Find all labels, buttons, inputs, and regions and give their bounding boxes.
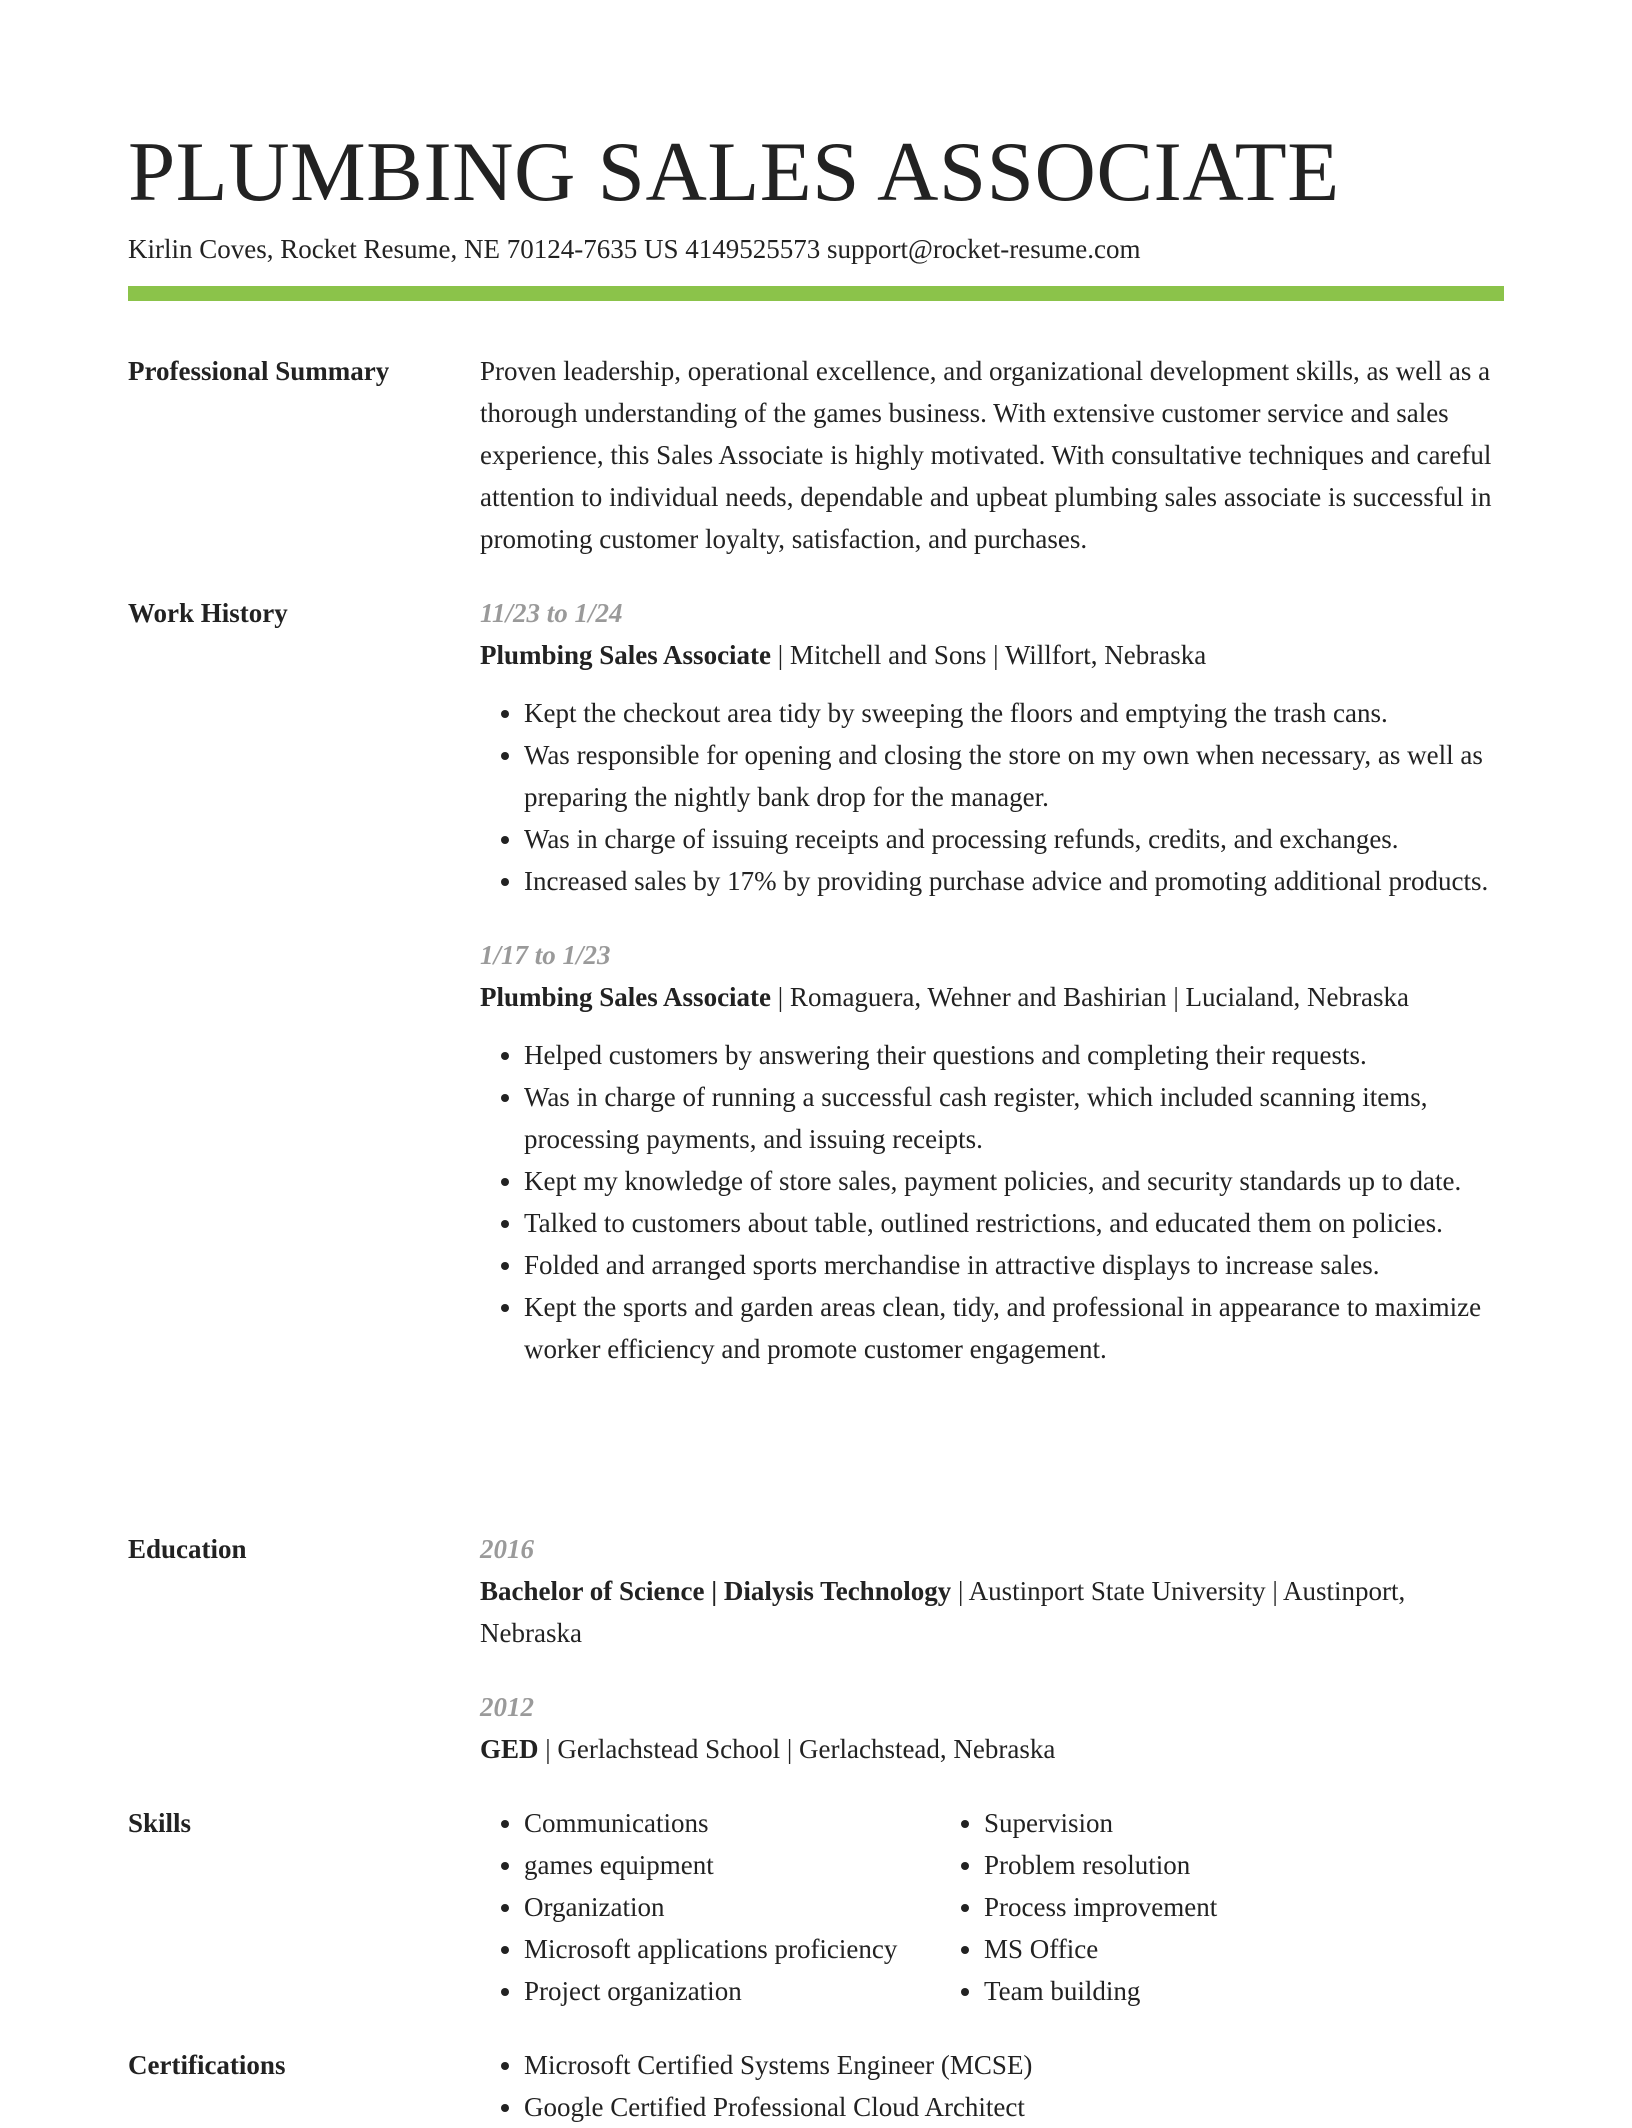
education-details: | Gerlachstead School | Gerlachstead, Nebraska [538,1734,1056,1764]
skill-item: • Process improvement [984,1886,1400,1928]
job-entry [480,934,1504,1370]
job-dates: 11/23 to 1/24 [480,598,623,628]
education-details: | Austinport State University | Austinport, Nebraska [480,1576,1406,1648]
job-title: Plumbing Sales Associate [480,640,772,670]
job-dates: 1/17 to 1/23 [480,940,611,970]
certification-item: • Google Certified Professional Cloud Architect [524,2086,1504,2128]
job-bullet: • Helped customers by answering their questions and completing their requests. [524,1034,1504,1076]
job-entry [480,592,1504,902]
skills-column-1 [480,1802,940,2012]
skills-column-2 [940,1802,1400,2012]
job-bullet: • Kept my knowledge of store sales, payment policies, and security standards up to date. [524,1160,1504,1202]
section-label-education: Education [128,1534,247,1564]
section-label-skills: Skills [128,1808,192,1838]
summary-text: Proven leadership, operational excellence, and organizational development skills, as well as a thorough understanding of the games business. With extensive customer service and sales experience, this Sales Associate is highly motivated. With consultative techniques and careful attention to individual needs, dependable and upbeat plumbing sales associate is successful in promoting customer loyalty, satisfaction, and purchases. [480,356,1492,554]
skills-grid [480,1802,1504,2012]
section-label-summary: Professional Summary [128,356,390,386]
education-degree: Bachelor of Science | Dialysis Technology [480,1576,952,1606]
section-label-certifications: Certifications [128,2050,286,2080]
job-bullet: • Was in charge of running a successful cash register, which included scanning items, processing payments, and issuing receipts. [524,1076,1504,1160]
education-entry [480,1528,1504,1654]
job-bullet: • Talked to customers about table, outlined restrictions, and educated them on policies. [524,1202,1504,1244]
entry-spacer [480,902,1504,934]
job-details: | Mitchell and Sons | Willfort, Nebraska [771,640,1207,670]
skill-item: • Microsoft applications proficiency [524,1928,940,1970]
job-heading [480,976,1504,1018]
job-title: Plumbing Sales Associate [480,982,772,1012]
skill-item: • MS Office [984,1928,1400,1970]
skills-list [480,1802,940,2012]
education-degree: GED [480,1734,539,1764]
job-heading [480,634,1504,676]
job-bullet: • Increased sales by 17% by providing purchase advice and promoting additional products. [524,860,1504,902]
education-entry [480,1686,1504,1770]
education-body [480,1528,1504,1770]
resume-title: PLUMBING SALES ASSOCIATE [128,125,1340,219]
section-label-work: Work History [128,598,288,628]
skill-item: • Problem resolution [984,1844,1400,1886]
skills-body [480,1802,1504,2012]
skill-item: • games equipment [524,1844,940,1886]
skill-item: • Project organization [524,1970,940,2012]
job-bullets [480,692,1504,902]
skill-item: • Supervision [984,1802,1400,1844]
accent-divider [128,286,1504,301]
skills-list [940,1802,1400,2012]
skill-item: • Team building [984,1970,1400,2012]
education-year: 2012 [480,1692,534,1722]
certifications-list [480,2044,1504,2128]
job-details: | Romaguera, Wehner and Bashirian | Lucialand, Nebraska [771,982,1409,1012]
contact-line: Kirlin Coves, Rocket Resume, NE 70124-7635 US 4149525573 support@rocket-resume.com [128,234,1141,264]
work-history-body [480,592,1504,1370]
job-bullet: • Was responsible for opening and closing the store on my own when necessary, as well as preparing the nightly bank drop for the manager. [524,734,1504,818]
job-bullet: • Kept the checkout area tidy by sweeping the floors and emptying the trash cans. [524,692,1504,734]
job-bullet: • Folded and arranged sports merchandise in attractive displays to increase sales. [524,1244,1504,1286]
job-bullets [480,1034,1504,1370]
job-bullet: • Kept the sports and garden areas clean, tidy, and professional in appearance to maximize worker efficiency and promote customer engagement. [524,1286,1504,1370]
education-year: 2016 [480,1534,534,1564]
certification-item: • Microsoft Certified Systems Engineer (MCSE) [524,2044,1504,2086]
education-heading [480,1570,1504,1654]
entry-spacer [480,1654,1504,1686]
job-bullet: • Was in charge of issuing receipts and processing refunds, credits, and exchanges. [524,818,1504,860]
skill-item: • Organization [524,1886,940,1928]
skill-item: • Communications [524,1802,940,1844]
education-heading [480,1728,1504,1770]
certifications-body [480,2044,1504,2128]
